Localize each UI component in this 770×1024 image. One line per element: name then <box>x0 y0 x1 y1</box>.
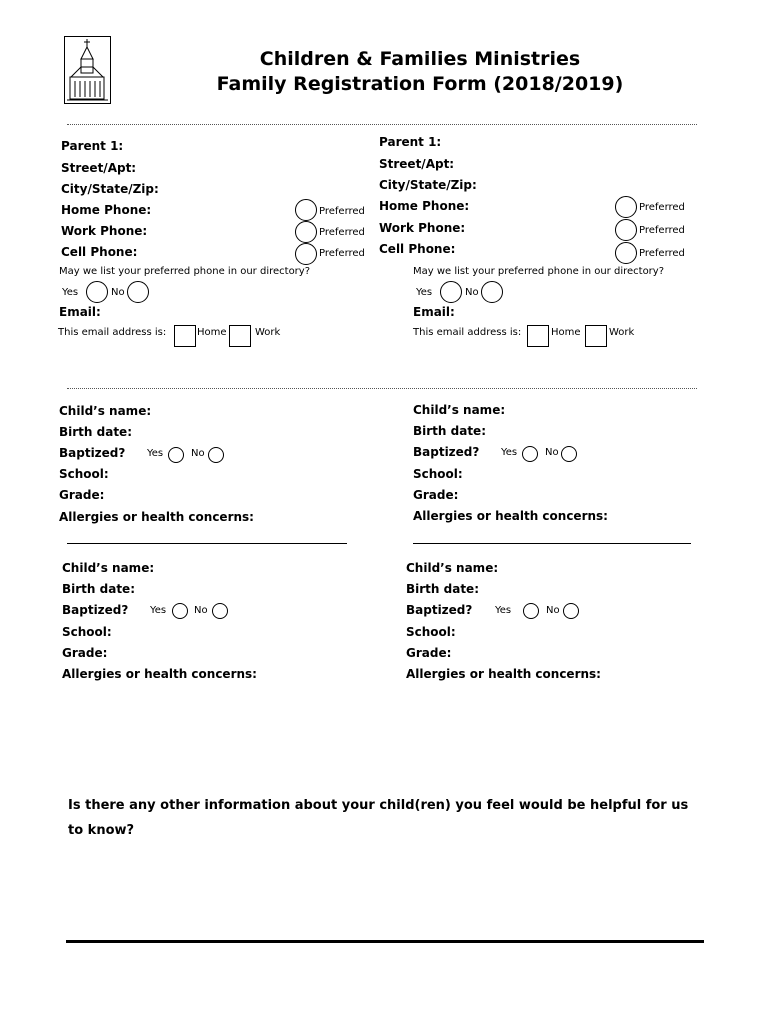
baptized-yes-radio[interactable] <box>168 447 184 463</box>
form-subtitle: Family Registration Form (2018/2019) <box>216 73 624 95</box>
city-label: City/State/Zip: <box>379 178 477 192</box>
directory-yes-radio[interactable] <box>86 281 108 303</box>
preferred-label: Preferred <box>639 225 685 236</box>
home-phone-label: Home Phone: <box>61 203 152 217</box>
answer-line[interactable] <box>66 940 704 943</box>
preferred-label: Preferred <box>319 248 365 259</box>
directory-no-label: No <box>465 287 479 298</box>
cell-phone-preferred-radio[interactable] <box>615 242 637 264</box>
baptized-yes-radio[interactable] <box>523 603 539 619</box>
email-label: Email: <box>59 305 101 319</box>
preferred-label: Preferred <box>639 248 685 259</box>
birth-date-label: Birth date: <box>406 582 479 596</box>
directory-question: May we list your preferred phone in our directory? <box>59 266 311 277</box>
directory-yes-label: Yes <box>62 287 79 298</box>
school-label: School: <box>62 625 112 639</box>
preferred-label: Preferred <box>319 227 365 238</box>
baptized-no-label: No <box>546 605 560 616</box>
street-label: Street/Apt: <box>61 161 137 175</box>
allergies-label: Allergies or health concerns: <box>62 667 257 681</box>
baptized-no-label: No <box>191 448 205 459</box>
baptized-no-radio[interactable] <box>563 603 579 619</box>
grade-label: Grade: <box>413 488 459 502</box>
baptized-label: Baptized? <box>413 445 480 459</box>
work-phone-preferred-radio[interactable] <box>615 219 637 241</box>
baptized-yes-label: Yes <box>495 605 512 616</box>
work-phone-label: Work Phone: <box>61 224 148 238</box>
child-name-label: Child’s name: <box>406 561 499 575</box>
allergies-label: Allergies or health concerns: <box>59 510 254 524</box>
email-home-checkbox[interactable] <box>527 325 549 347</box>
separator-line <box>67 543 347 544</box>
baptized-label: Baptized? <box>406 603 473 617</box>
email-home-label: Home <box>197 327 227 338</box>
baptized-yes-label: Yes <box>150 605 167 616</box>
work-phone-preferred-radio[interactable] <box>295 221 317 243</box>
street-label: Street/Apt: <box>379 157 455 171</box>
directory-no-radio[interactable] <box>481 281 503 303</box>
email-label: Email: <box>413 305 455 319</box>
email-type-label: This email address is: <box>58 327 167 338</box>
cell-phone-label: Cell Phone: <box>379 242 456 256</box>
child-name-label: Child’s name: <box>413 403 506 417</box>
grade-label: Grade: <box>406 646 452 660</box>
email-work-checkbox[interactable] <box>585 325 607 347</box>
baptized-no-radio[interactable] <box>208 447 224 463</box>
baptized-yes-label: Yes <box>501 447 518 458</box>
birth-date-label: Birth date: <box>59 425 132 439</box>
child-name-label: Child’s name: <box>62 561 155 575</box>
email-home-checkbox[interactable] <box>174 325 196 347</box>
parent-label: Parent 1: <box>61 139 124 153</box>
church-logo-icon <box>64 36 111 104</box>
baptized-no-radio[interactable] <box>561 446 577 462</box>
baptized-yes-radio[interactable] <box>522 446 538 462</box>
grade-label: Grade: <box>59 488 105 502</box>
preferred-label: Preferred <box>639 202 685 213</box>
parent-label: Parent 1: <box>379 135 442 149</box>
directory-yes-radio[interactable] <box>440 281 462 303</box>
cell-phone-label: Cell Phone: <box>61 245 138 259</box>
email-type-label: This email address is: <box>413 327 522 338</box>
baptized-label: Baptized? <box>59 446 126 460</box>
cell-phone-preferred-radio[interactable] <box>295 243 317 265</box>
email-work-label: Work <box>609 327 635 338</box>
dotted-divider <box>67 124 697 125</box>
dotted-divider <box>67 388 697 389</box>
baptized-yes-label: Yes <box>147 448 164 459</box>
child-name-label: Child’s name: <box>59 404 152 418</box>
home-phone-preferred-radio[interactable] <box>615 196 637 218</box>
email-home-label: Home <box>551 327 581 338</box>
form-title: Children & Families Ministries <box>259 48 581 70</box>
school-label: School: <box>59 467 109 481</box>
preferred-label: Preferred <box>319 206 365 217</box>
baptized-no-label: No <box>545 447 559 458</box>
separator-line <box>413 543 691 544</box>
allergies-label: Allergies or health concerns: <box>406 667 601 681</box>
other-info-question: Is there any other information about your child(ren) you feel would be helpful for us to know? <box>68 798 689 838</box>
directory-no-radio[interactable] <box>127 281 149 303</box>
home-phone-label: Home Phone: <box>379 199 470 213</box>
birth-date-label: Birth date: <box>62 582 135 596</box>
baptized-no-label: No <box>194 605 208 616</box>
grade-label: Grade: <box>62 646 108 660</box>
birth-date-label: Birth date: <box>413 424 486 438</box>
baptized-yes-radio[interactable] <box>172 603 188 619</box>
school-label: School: <box>406 625 456 639</box>
work-phone-label: Work Phone: <box>379 221 466 235</box>
city-label: City/State/Zip: <box>61 182 159 196</box>
baptized-label: Baptized? <box>62 603 129 617</box>
directory-yes-label: Yes <box>416 287 433 298</box>
directory-no-label: No <box>111 287 125 298</box>
school-label: School: <box>413 467 463 481</box>
email-work-checkbox[interactable] <box>229 325 251 347</box>
directory-question: May we list your preferred phone in our directory? <box>413 266 665 277</box>
email-work-label: Work <box>255 327 281 338</box>
baptized-no-radio[interactable] <box>212 603 228 619</box>
allergies-label: Allergies or health concerns: <box>413 509 608 523</box>
home-phone-preferred-radio[interactable] <box>295 199 317 221</box>
